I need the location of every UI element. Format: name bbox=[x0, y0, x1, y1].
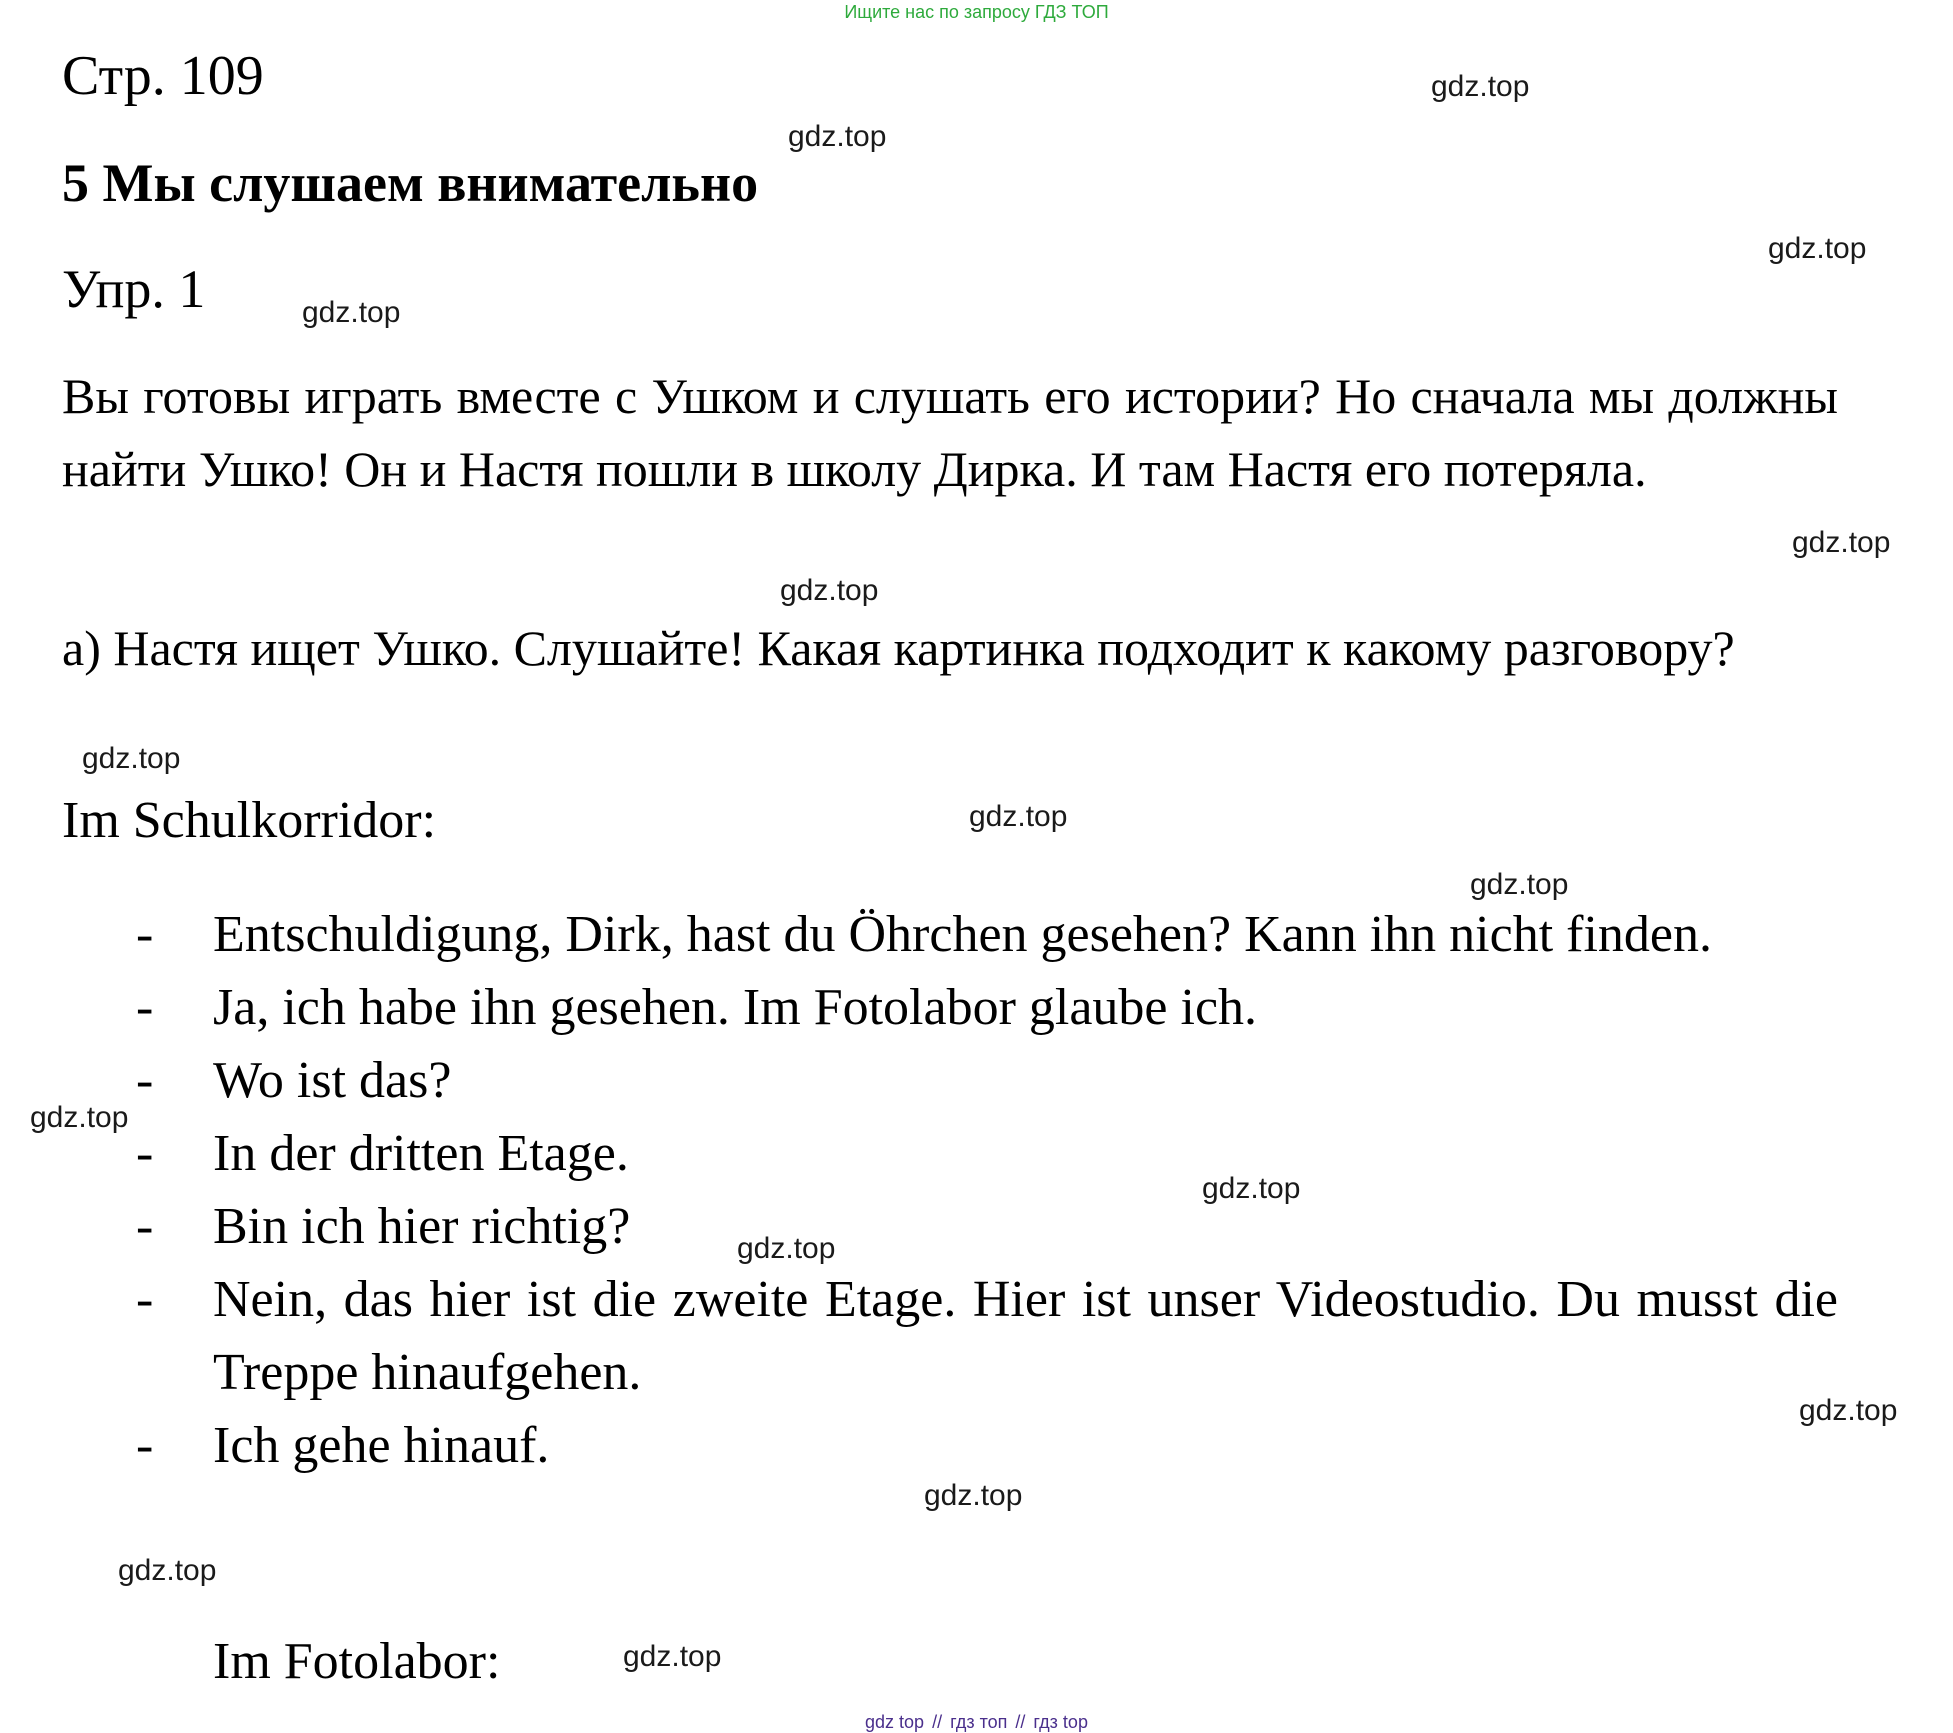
watermark: gdz.top bbox=[30, 1101, 129, 1134]
dialogue-line bbox=[0, 898, 1838, 971]
dash-marker: - bbox=[136, 1417, 154, 1474]
banner-part: gdz top bbox=[865, 1712, 925, 1732]
dash-marker: - bbox=[136, 1052, 154, 1109]
dialogue-line bbox=[0, 1409, 1838, 1482]
watermark: gdz.top bbox=[788, 120, 887, 153]
watermark: gdz.top bbox=[1431, 70, 1530, 103]
watermark: gdz.top bbox=[1799, 1394, 1898, 1427]
watermark: gdz.top bbox=[1792, 526, 1891, 559]
watermark: gdz.top bbox=[1470, 868, 1569, 901]
intro-paragraph: Вы готовы играть вместе с Ушком и слушать его истории? Но сначала мы должны найти Ушко! Он и Настя пошли в школу Дирка. И там Настя его потеряла. bbox=[62, 368, 1838, 497]
dash-marker: - bbox=[136, 979, 154, 1036]
dialogue-text: Entschuldigung, Dirk, hast du Öhrchen gesehen? Kann ihn nicht finden. bbox=[213, 906, 1712, 963]
dialogue-text: Ich gehe hinauf. bbox=[213, 1417, 550, 1474]
watermark: gdz.top bbox=[302, 296, 401, 329]
dash-marker: - bbox=[136, 1271, 154, 1328]
dialogue-list bbox=[0, 898, 1953, 1482]
section-title: 5 Мы слушаем внимательно bbox=[62, 153, 759, 213]
banner-separator: // bbox=[1015, 1712, 1026, 1732]
bottom-banner bbox=[0, 1712, 1953, 1733]
watermark: gdz.top bbox=[82, 742, 181, 775]
watermark: gdz.top bbox=[780, 574, 879, 607]
watermark: gdz.top bbox=[924, 1479, 1023, 1512]
dash-marker: - bbox=[136, 1198, 154, 1255]
scene-label-fotolabor: Im Fotolabor: bbox=[213, 1633, 501, 1690]
page-reference: Стр. 109 bbox=[62, 45, 264, 107]
banner-part: гдз топ bbox=[950, 1712, 1008, 1732]
dialogue-text: Nein, das hier ist die zweite Etage. Hier ist unser Videostudio. Du musst die Treppe hinaufgehen. bbox=[213, 1271, 1838, 1401]
dialogue-text: Wo ist das? bbox=[213, 1052, 452, 1109]
banner-separator: // bbox=[932, 1712, 943, 1732]
dialogue-text: In der dritten Etage. bbox=[213, 1125, 629, 1182]
dash-marker: - bbox=[136, 906, 154, 963]
banner-part: гдз top bbox=[1033, 1712, 1088, 1732]
dialogue-line bbox=[0, 971, 1838, 1044]
dialogue-line bbox=[0, 1117, 1838, 1190]
dialogue-text: Ja, ich habe ihn gesehen. Im Fotolabor glaube ich. bbox=[213, 979, 1258, 1036]
watermark: gdz.top bbox=[1768, 232, 1867, 265]
exercise-reference: Упр. 1 bbox=[62, 259, 206, 319]
top-banner: Ищите нас по запросу ГДЗ ТОП bbox=[844, 2, 1109, 22]
dialogue-line bbox=[0, 1263, 1838, 1409]
watermark: gdz.top bbox=[969, 800, 1068, 833]
scene-label-schulkorridor: Im Schulkorridor: bbox=[62, 792, 437, 849]
task-paragraph: а) Настя ищет Ушко. Слушайте! Какая картинка подходит к какому разговору? bbox=[62, 620, 1735, 676]
dash-marker: - bbox=[136, 1125, 154, 1182]
watermark: gdz.top bbox=[1202, 1172, 1301, 1205]
dialogue-line bbox=[0, 1044, 1838, 1117]
watermark: gdz.top bbox=[737, 1232, 836, 1265]
dialogue-text: Bin ich hier richtig? bbox=[213, 1198, 631, 1255]
watermark: gdz.top bbox=[623, 1640, 722, 1673]
watermark: gdz.top bbox=[118, 1554, 217, 1587]
dialogue-line bbox=[0, 1190, 1838, 1263]
